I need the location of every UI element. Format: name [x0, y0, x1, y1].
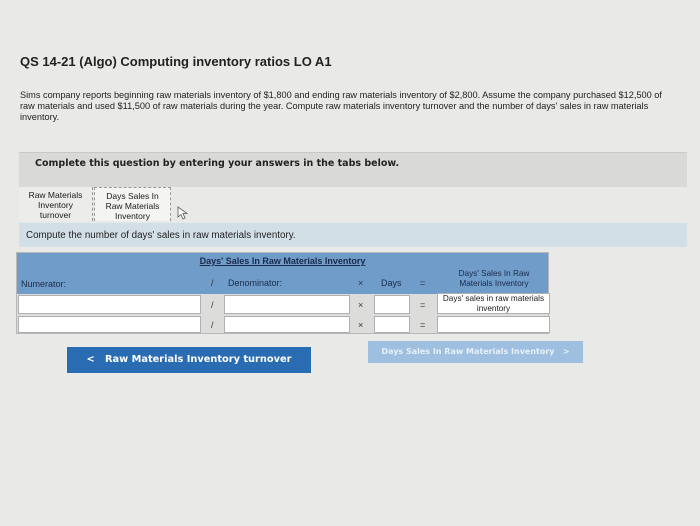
tab-label-line: Raw Materials	[105, 201, 160, 211]
days-sales-table	[16, 252, 549, 334]
divide-sign: /	[211, 320, 214, 330]
result-header-line: Days' Sales In Raw	[458, 269, 530, 278]
tab-raw-materials-inventory-turnover[interactable]	[19, 187, 93, 221]
result-cell-1	[437, 293, 550, 314]
prev-tab-button[interactable]	[67, 347, 311, 373]
table-row	[17, 316, 548, 333]
problem-text: Sims company reports beginning raw materials inventory of $1,800 and ending raw materials inventory of $2,800. Assume the company purchased $12,500 of raw materials and used $11,500 of raw materials during the year. Compute raw materials inventory turnover and the number of days' sales in raw materials inventory.	[20, 90, 662, 122]
table-header	[17, 253, 548, 268]
days-input-1[interactable]	[374, 295, 410, 314]
instruction-box	[19, 152, 687, 187]
next-tab-label: Days Sales In Raw Materials Inventory	[381, 347, 555, 356]
numerator-label: Numerator:	[21, 279, 67, 289]
denominator-input-1[interactable]	[224, 295, 350, 314]
result-input-2[interactable]	[437, 316, 550, 333]
denominator-input-2[interactable]	[224, 316, 350, 333]
equals-sign: =	[420, 278, 426, 288]
tab-label-line: Inventory	[115, 211, 150, 221]
days-label: Days	[381, 278, 402, 288]
chevron-right-icon: >	[562, 347, 570, 356]
times-sign: ×	[358, 278, 364, 288]
result-label-line: inventory	[476, 304, 511, 313]
result-header-line: Materials Inventory	[459, 279, 529, 288]
tab-label-line: Inventory	[38, 200, 73, 210]
equals-sign: =	[420, 300, 426, 310]
prompt-text: Compute the number of days' sales in raw materials inventory.	[26, 230, 296, 241]
prev-tab-label: Raw Materials Inventory turnover	[105, 354, 292, 365]
result-label-line: Days' sales in raw materials	[442, 294, 545, 303]
tab-label-line: Raw Materials	[28, 190, 83, 200]
next-tab-button[interactable]	[368, 341, 583, 363]
chevron-left-icon: <	[86, 354, 95, 365]
days-input-2[interactable]	[374, 316, 410, 333]
table-header-row	[17, 268, 548, 294]
divide-sign: /	[211, 278, 214, 288]
instruction-text: Complete this question by entering your answers in the tabs below.	[35, 158, 400, 169]
numerator-input-1[interactable]	[18, 295, 201, 314]
divide-sign: /	[211, 300, 214, 310]
prompt-bar	[19, 223, 687, 247]
denominator-label: Denominator:	[228, 278, 283, 288]
times-sign: ×	[358, 300, 364, 310]
question-title: QS 14-21 (Algo) Computing inventory ratios LO A1	[20, 54, 332, 69]
table-row	[17, 295, 548, 314]
tab-label-line: turnover	[39, 210, 72, 220]
table-title: Days' Sales In Raw Materials Inventory	[199, 256, 366, 266]
tab-label-line: Days Sales In	[106, 191, 159, 201]
mouse-pointer-icon	[176, 206, 190, 220]
times-sign: ×	[358, 320, 364, 330]
equals-sign: =	[420, 320, 426, 330]
result-header	[438, 269, 550, 289]
tab-days-sales-in-raw-materials-inventory[interactable]	[94, 187, 171, 221]
numerator-input-2[interactable]	[18, 316, 201, 333]
